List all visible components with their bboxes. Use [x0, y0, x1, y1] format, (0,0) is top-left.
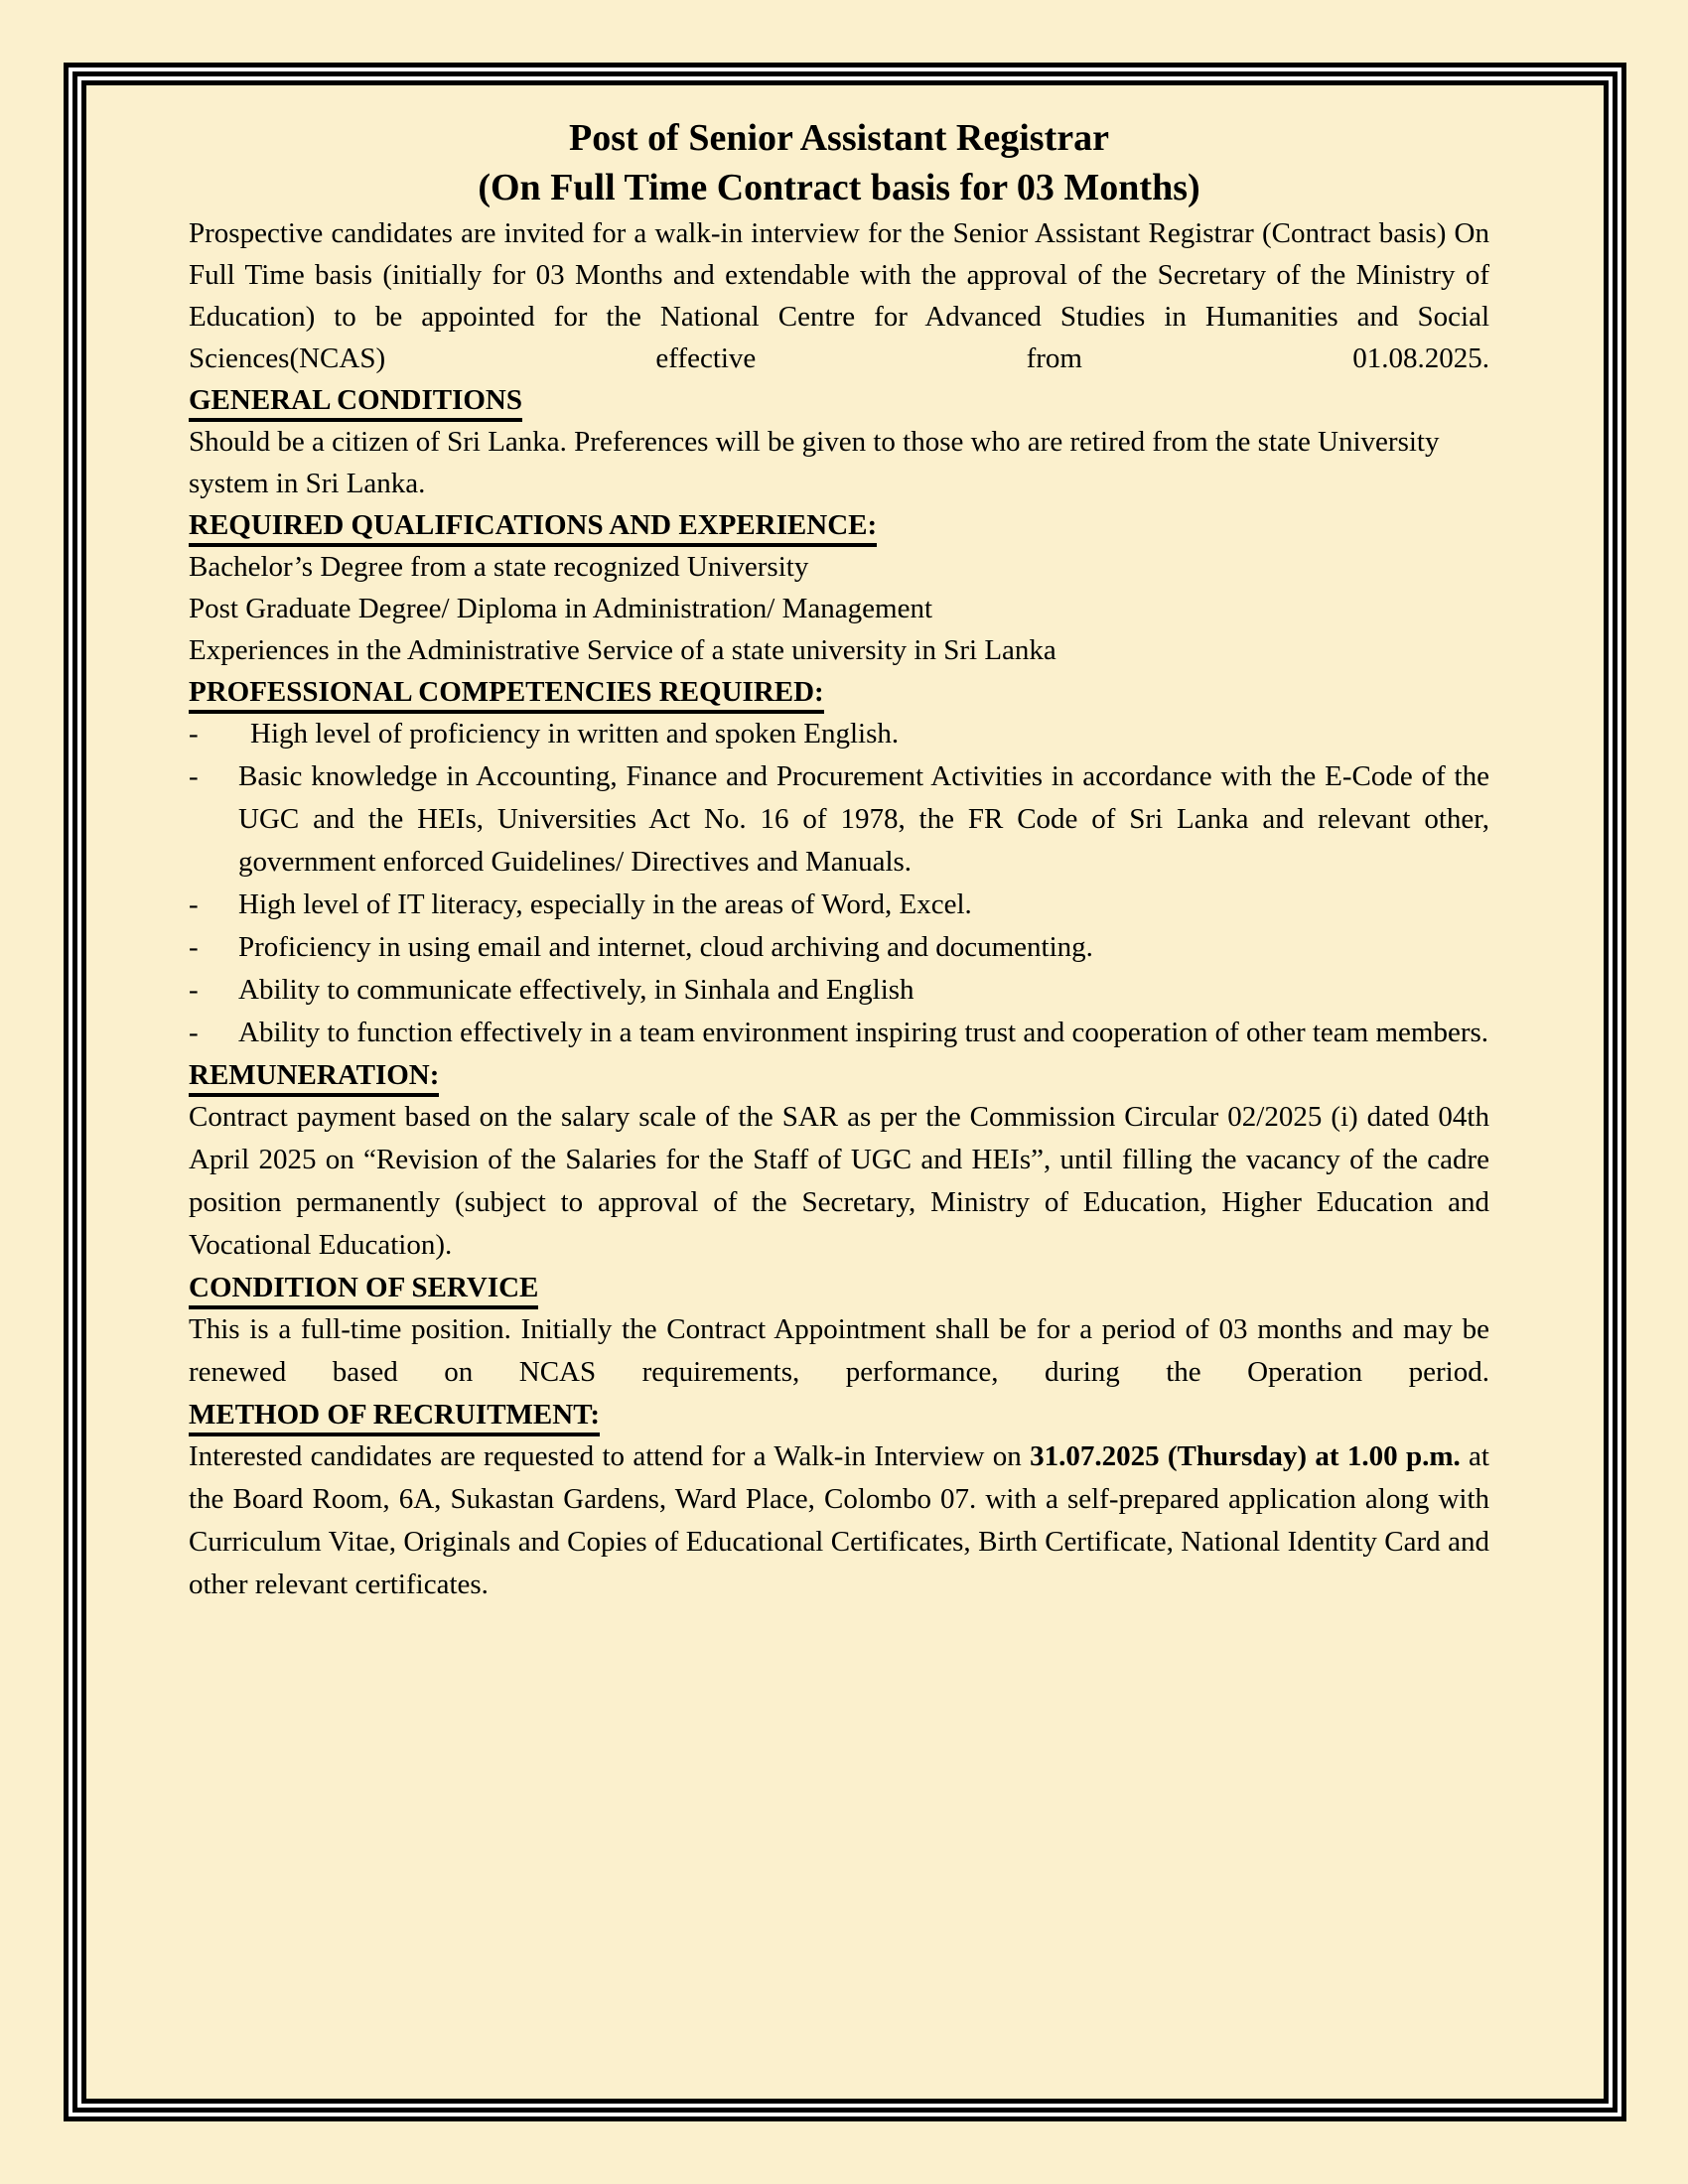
document-content [86, 85, 1604, 1606]
intro-paragraph: Prospective candidates are invited for a walk-in interview for the Senior Assistant Registrar (Contract basis) On Full Time basis (initially for 03 Months and extendable with the approval of the Secretary of the Ministry of Education) to be appointed for the National Centre for Advanced Studies in Humanities and Social Sciences(NCAS) effective from 01.08.2025. [189, 217, 1489, 374]
bullet-dash: - [189, 888, 199, 920]
section-method-of-recruitment [189, 1394, 1489, 1606]
list-item [189, 969, 1489, 1012]
bullet-dash: - [189, 931, 199, 963]
list-item [189, 1012, 1489, 1054]
condition-of-service-heading [189, 1267, 1489, 1308]
document-title [189, 113, 1489, 212]
remuneration-heading [189, 1054, 1489, 1096]
list-item [189, 926, 1489, 969]
competencies-list [189, 713, 1489, 1054]
qualification-item: Bachelor’s Degree from a state recognized University [189, 551, 809, 583]
qualification-item: Experiences in the Administrative Service of a state university in Sri Lanka [189, 634, 1056, 666]
general-conditions-heading-text: GENERAL CONDITIONS [189, 384, 522, 422]
bullet-dash: - [189, 1017, 199, 1048]
list-item [189, 755, 1489, 884]
section-remuneration [189, 1054, 1489, 1267]
condition-of-service-heading-text: CONDITION OF SERVICE [189, 1272, 538, 1309]
page-border-outer [64, 63, 1626, 2121]
bullet-text: Ability to communicate effectively, in Sinhala and English [238, 974, 914, 1006]
bullet-text: High level of proficiency in written and spoken English. [250, 718, 900, 750]
qualification-item: Post Graduate Degree/ Diploma in Administration/ Management [189, 593, 933, 624]
general-conditions-body: Should be a citizen of Sri Lanka. Preferences will be given to those who are retired from the state University system in Sri Lanka. [189, 426, 1440, 499]
section-professional-competencies [189, 671, 1489, 1054]
title-line-2: (On Full Time Contract basis for 03 Months) [478, 167, 1200, 208]
remuneration-heading-text: REMUNERATION: [189, 1059, 439, 1097]
bullet-text: Ability to function effectively in a team environment inspiring trust and cooperation of other team members. [238, 1017, 1489, 1048]
method-of-recruitment-heading-text: METHOD OF RECRUITMENT: [189, 1399, 600, 1436]
page-border-inner [81, 80, 1609, 2104]
page-border-middle [72, 71, 1618, 2113]
method-of-recruitment-body [189, 1435, 1489, 1606]
method-of-recruitment-heading [189, 1394, 1489, 1435]
bullet-dash: - [189, 760, 199, 792]
interview-datetime: 31.07.2025 (Thursday) at 1.00 p.m. [1030, 1440, 1461, 1472]
bullet-text: High level of IT literacy, especially in the areas of Word, Excel. [238, 888, 972, 920]
section-general-conditions [189, 379, 1489, 504]
section-condition-of-service [189, 1267, 1489, 1394]
list-item [189, 884, 1489, 926]
condition-of-service-body: This is a full-time position. Initially the Contract Appointment shall be for a period of 03 months and may be renewed based on NCAS requirements, performance, during the Operation period. [189, 1313, 1489, 1388]
professional-competencies-heading [189, 671, 1489, 713]
bullet-dash: - [189, 974, 199, 1006]
title-line-1: Post of Senior Assistant Registrar [569, 117, 1109, 159]
professional-competencies-heading-text: PROFESSIONAL COMPETENCIES REQUIRED: [189, 676, 824, 714]
bullet-dash: - [189, 718, 199, 750]
list-item [189, 713, 1489, 755]
section-required-qualifications [189, 504, 1489, 671]
general-conditions-heading [189, 379, 1489, 421]
recruitment-text-post: at the Board Room, 6A, Sukastan Gardens, Ward Place, Colombo 07. with a self-prepared application along with Curriculum Vitae, Originals and Copies of Educational Certificates, Birth Certificate, National Identity Card and other relevant certificates. [189, 1440, 1489, 1600]
bullet-text: Proficiency in using email and internet, cloud archiving and documenting. [238, 931, 1093, 963]
remuneration-body: Contract payment based on the salary scale of the SAR as per the Commission Circular 02/2025 (i) dated 04th April 2025 on “Revision of the Salaries for the Staff of UGC and HEIs”, until filling the vacancy of the cadre position permanently (subject to approval of the Secretary, Ministry of Education, Higher Education and Vocational Education). [189, 1101, 1489, 1261]
bullet-text: Basic knowledge in Accounting, Finance and Procurement Activities in accordance with the E-Code of the UGC and the HEIs, Universities Act No. 16 of 1978, the FR Code of Sri Lanka and relevant other, government enforced Guidelines/ Directives and Manuals. [238, 760, 1489, 878]
required-qualifications-heading-text: REQUIRED QUALIFICATIONS AND EXPERIENCE: [189, 509, 877, 547]
recruitment-text-pre: Interested candidates are requested to attend for a Walk-in Interview on [189, 1440, 1031, 1472]
required-qualifications-heading [189, 504, 1489, 546]
